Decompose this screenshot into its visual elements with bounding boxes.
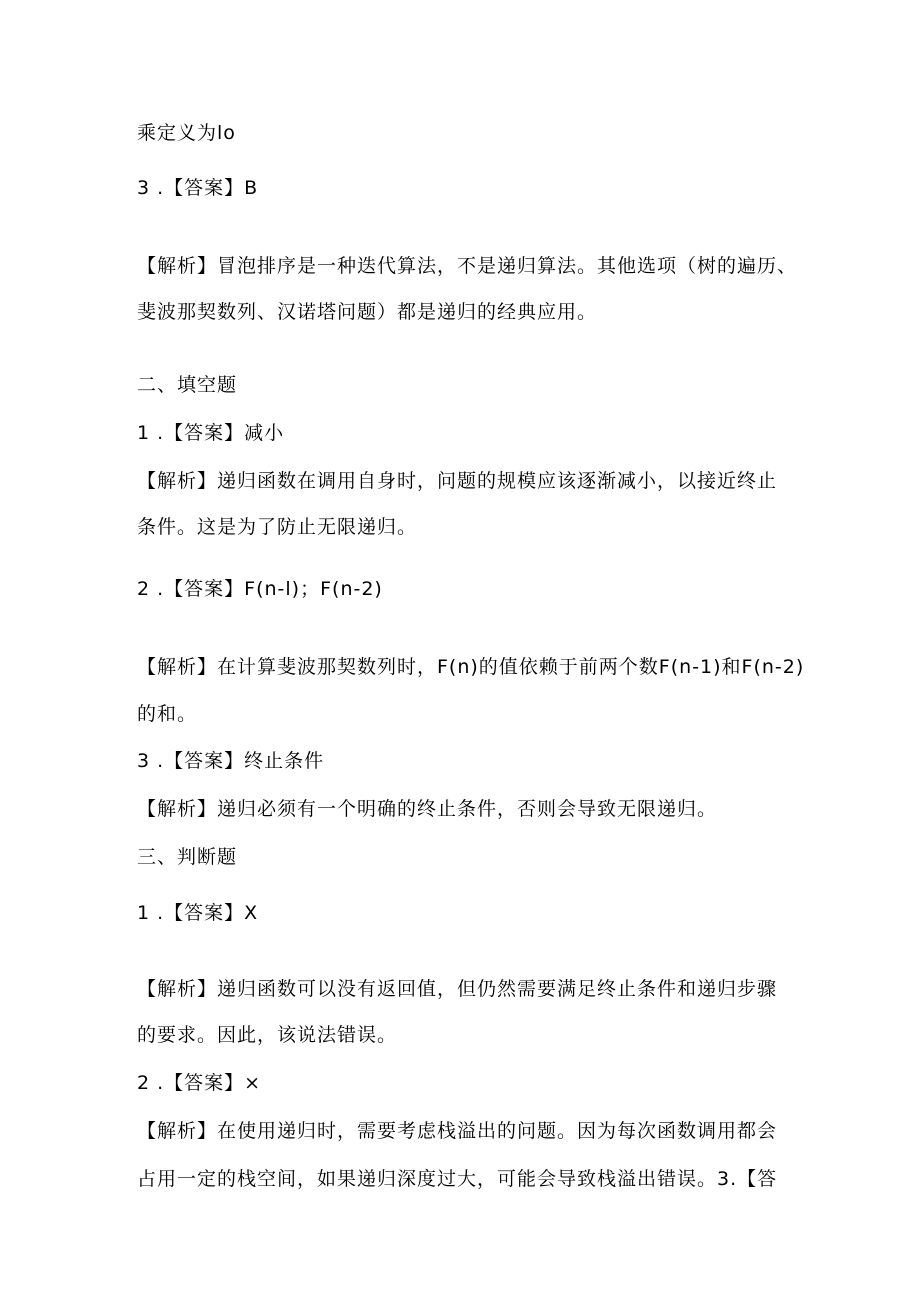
section-heading-fill-in: 二、填空题 (137, 374, 238, 396)
text-line-continuation: 乘定义为lo (137, 122, 236, 144)
explanation-line-choice-3b: 斐波那契数列、汉诺塔问题）都是递归的经典应用。 (137, 301, 598, 323)
explanation-line-tf-2b: 占用一定的栈空间，如果递归深度过大，可能会导致栈溢出错误。3.【答 (137, 1168, 778, 1190)
explanation-line-fill-1a: 【解析】递归函数在调用自身时，问题的规模应该逐渐减小，以接近终止 (137, 470, 778, 492)
explanation-line-tf-1a: 【解析】递归函数可以没有返回值，但仍然需要满足终止条件和递归步骤 (137, 978, 778, 1000)
answer-line-fill-1: 1 .【答案】减小 (137, 422, 285, 444)
explanation-line-fill-3: 【解析】递归必须有一个明确的终止条件，否则会导致无限递归。 (137, 798, 718, 820)
explanation-line-tf-1b: 的要求。因此，该说法错误。 (137, 1024, 398, 1046)
explanation-line-fill-2b: 的和。 (137, 703, 198, 725)
explanation-line-choice-3a: 【解析】冒泡排序是一种迭代算法，不是递归算法。其他选项（树的遍历、 (137, 255, 798, 277)
section-heading-true-false: 三、判断题 (137, 846, 238, 868)
answer-line-choice-3: 3 .【答案】B (137, 177, 259, 199)
answer-line-fill-2: 2 .【答案】F(n-l)；F(n-2) (137, 578, 383, 600)
answer-line-tf-2: 2 .【答案】× (137, 1072, 262, 1094)
answer-line-fill-3: 3 .【答案】终止条件 (137, 750, 325, 772)
explanation-line-fill-2a: 【解析】在计算斐波那契数列时，F(n)的值依赖于前两个数F(n-1)和F(n-2) (137, 656, 805, 678)
answer-line-tf-1: 1 .【答案】X (137, 902, 259, 924)
explanation-line-tf-2a: 【解析】在使用递归时，需要考虑栈溢出的问题。因为每次函数调用都会 (137, 1120, 778, 1142)
explanation-line-fill-1b: 条件。这是为了防止无限递归。 (137, 516, 418, 538)
